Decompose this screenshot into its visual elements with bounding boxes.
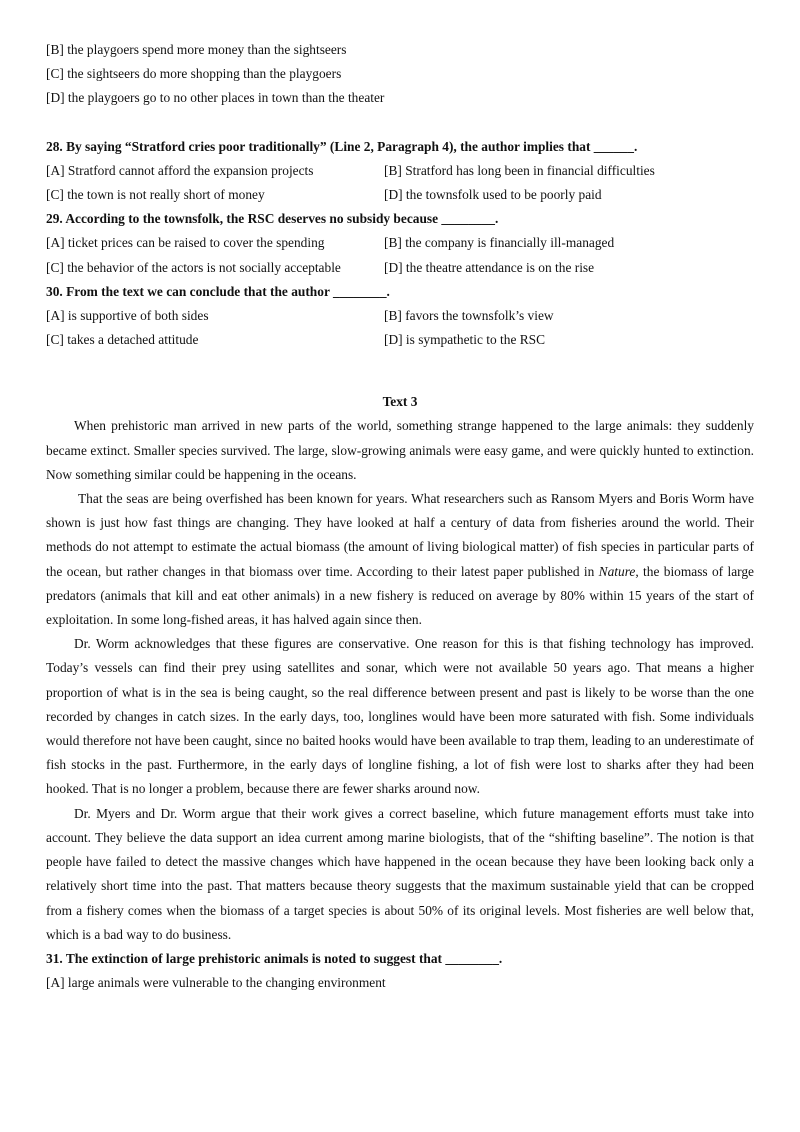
option-row — [46, 159, 754, 183]
option-row — [46, 183, 754, 207]
option-27-c: [C] the sightseers do more shopping than the playgoers — [46, 66, 342, 82]
paragraph-2-text-before: That the seas are being overfished has been known for years. What researchers such as Ransom Myers and Boris Worm have shown is just how fast things are changing. They have looked at half a century of data from fisheries around the world. Their methods do not attempt to estimate the actual biomass (the amount of living biological matter) of fish species in particular parts of the ocean, but rather changes in that biomass over time. According to their latest paper published in — [46, 491, 754, 579]
question-31 — [46, 947, 754, 995]
option-30-c: [C] takes a detached attitude — [46, 332, 199, 348]
option-30-b: [B] favors the townsfolk’s view — [384, 307, 554, 323]
paragraph-1: When prehistoric man arrived in new parts of the world, something strange happened to the large animals: they suddenly became extinct. Smaller species survived. The large, slow-growing animals were easy game, and were quickly hunted to extinction. Now something similar could be happening in the oceans. — [46, 418, 754, 482]
option-27-d: [D] the playgoers go to no other places in town than the theater — [46, 90, 385, 106]
paragraph-2-text-after: , the biomass of large predators (animals that kill and eat other animals) in a new fishery is reduced on average by 80% within 15 years of the start of exploitation. In some long-fished areas, it has halved again since then. — [46, 563, 754, 628]
question-29-stem: 29. According to the townsfolk, the RSC deserves no subsidy because ________. — [46, 211, 499, 227]
paragraph-3: Dr. Worm acknowledges that these figures are conservative. One reason for this is that fishing technology has improved. Today’s vessels can find their prey using satellites and sonar, which were not available 50 years ago. That means a higher proportion of what is in the sea is being caught, so the real difference between present and past is likely to be worse than the one recorded by changes in catch sizes. In the early days, too, longlines would have been more saturated with fish. Some individuals would therefore not have been caught, since no baited hooks would have been available to trap them, leading to an underestimate of fish stocks in the past. Furthermore, in the early days of longline fishing, a lot of fish were lost to sharks after they had been hooked. That is no longer a problem, because there are fewer sharks around now. — [46, 636, 754, 797]
option-28-c: [C] the town is not really short of money — [46, 186, 265, 202]
option-29-d: [D] the theatre attendance is on the rise — [384, 259, 595, 275]
question-28-stem: 28. By saying “Stratford cries poor traditionally” (Line 2, Paragraph 4), the author implies that ______. — [46, 138, 638, 154]
option-29-b: [B] the company is financially ill-managed — [384, 235, 615, 251]
option-28-b: [B] Stratford has long been in financial difficulties — [384, 162, 655, 178]
option-29-c: [C] the behavior of the actors is not socially acceptable — [46, 259, 341, 275]
question-30 — [46, 280, 754, 353]
question-28 — [46, 135, 754, 208]
option-30-d: [D] is sympathetic to the RSC — [384, 332, 546, 348]
question-29 — [46, 207, 754, 280]
paragraph-2 — [46, 487, 754, 632]
option-row — [46, 231, 754, 255]
option-row — [46, 304, 754, 328]
exam-page — [46, 38, 754, 995]
option-28-a: [A] Stratford cannot afford the expansion projects — [46, 162, 314, 178]
question-31-stem: 31. The extinction of large prehistoric animals is noted to suggest that ________. — [46, 950, 503, 966]
paragraph-4: Dr. Myers and Dr. Worm argue that their work gives a correct baseline, which future management efforts must take into account. They believe the data support an idea current among marine biologists, that of the “shifting baseline”. The notion is that people have failed to detect the massive changes which have happened in the ocean because they have been looking back only a relatively short time into the past. That matters because theory suggests that the maximum sustainable yield that can be cropped from a fishery comes when the biomass of a target species is about 50% of its original levels. Most fisheries are well below that, which is a bad way to do business. — [46, 805, 754, 942]
passage-title: Text 3 — [382, 394, 418, 410]
option-27-b: [B] the playgoers spend more money than the sightseers — [46, 42, 347, 57]
option-row — [46, 256, 754, 280]
journal-name: Nature — [598, 563, 636, 579]
option-row — [46, 328, 754, 352]
option-29-a: [A] ticket prices can be raised to cover the spending — [46, 235, 325, 251]
option-28-d: [D] the townsfolk used to be poorly paid — [384, 186, 602, 202]
text-3-passage — [46, 390, 754, 947]
option-30-a: [A] is supportive of both sides — [46, 307, 209, 323]
question-30-stem: 30. From the text we can conclude that the author ________. — [46, 283, 390, 299]
option-31-a: [A] large animals were vulnerable to the changing environment — [46, 975, 386, 991]
question-27-options-continued — [46, 38, 754, 111]
